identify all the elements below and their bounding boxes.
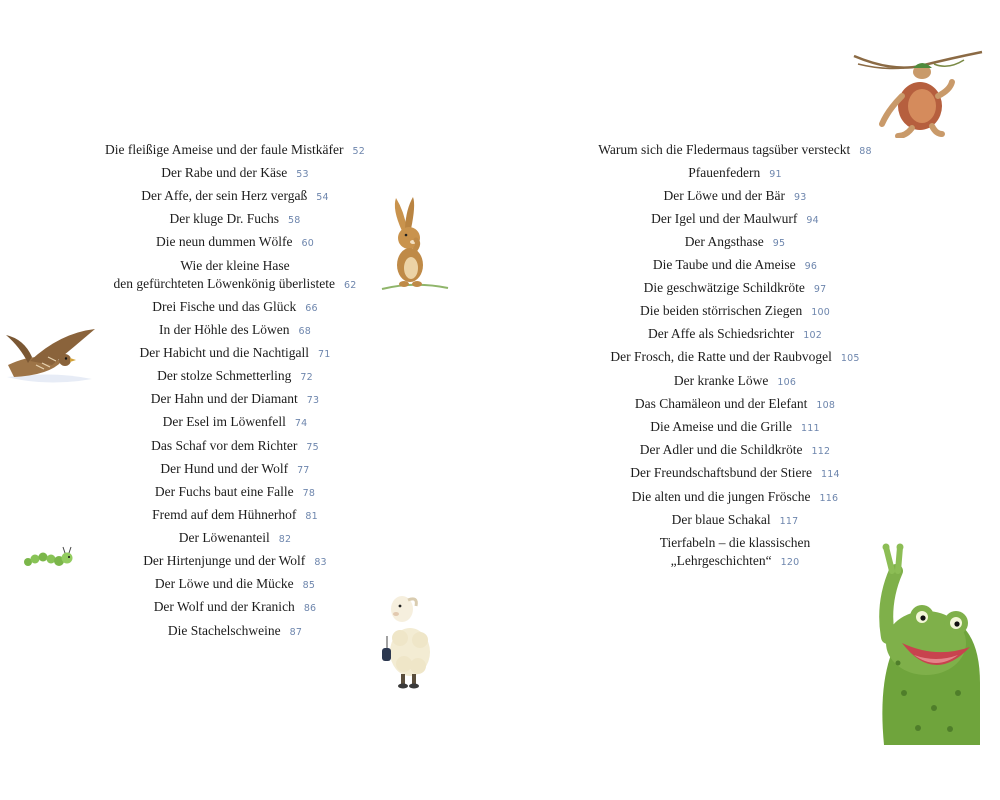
toc-entry[interactable] [500,325,970,345]
toc-entry-title: Der Rabe und der Käse [161,165,288,180]
toc-page-number: 112 [811,446,831,457]
toc-entry[interactable] [0,390,470,410]
toc-page-number: 91 [769,169,782,180]
toc-page-number: 117 [779,516,799,527]
toc-entry[interactable] [500,511,970,531]
turtle-illustration [852,50,984,138]
toc-entry-title: Der Angsthase [684,234,764,249]
toc-entry-title-line2: den gefürchteten Löwenkönig überlistete [113,276,336,291]
toc-entry-title: In der Höhle des Löwen [159,322,290,337]
toc-entry-title: Das Schaf vor dem Richter [151,438,298,453]
toc-entry[interactable] [500,164,970,184]
toc-page-number: 96 [804,261,818,272]
toc-page-number: 54 [316,192,329,203]
toc-entry-title: Der Frosch, die Ratte und der Raubvogel [610,349,832,364]
toc-entry[interactable] [500,372,970,392]
toc-entry[interactable] [500,348,970,368]
toc-entry[interactable] [0,506,470,526]
toc-entry[interactable] [500,141,970,161]
toc-entry-title: Pfauenfedern [688,165,761,180]
toc-entry-title: Die geschwätzige Schildkröte [643,280,805,295]
toc-page-number: 102 [803,330,823,341]
toc-entry-title: Der Esel im Löwenfell [162,414,286,429]
toc-entry-title: Der Adler und die Schildkröte [639,442,803,457]
toc-entry-title: Die Stachelschweine [167,623,281,638]
toc-page-number: 88 [859,146,872,157]
toc-entry[interactable] [500,302,970,322]
toc-page-number: 66 [305,303,318,314]
toc-page-number: 100 [811,307,831,318]
toc-entry[interactable] [0,437,470,457]
toc-page-number: 58 [287,215,301,226]
toc-entry-title: Der Löwe und die Mücke [154,576,294,591]
toc-page-number: 114 [821,469,840,480]
toc-entry-title: Der Hahn und der Diamant [150,391,298,406]
toc-page-number: 73 [306,395,320,406]
toc-page-number: 81 [305,511,318,522]
toc-entry-title: Der Löwenanteil [178,530,270,545]
toc-page-number: 87 [289,627,303,638]
toc-entry-title-line2: „Lehrgeschichten“ [670,553,772,568]
toc-entry-title: Das Chamäleon und der Elefant [634,396,808,411]
toc-entry-title: Fremd auf dem Hühnerhof [152,507,297,522]
toc-entry[interactable] [0,164,470,184]
toc-page-number: 82 [278,534,292,545]
sheep-illustration [378,592,440,692]
toc-entry-title-line1: Wie der kleine Hase [180,258,290,273]
frog-illustration [874,543,980,745]
toc-entry[interactable] [0,141,470,161]
hare-illustration [378,195,450,295]
toc-entry-title: Der stolze Schmetterling [157,368,292,383]
toc-page-number: 106 [777,377,797,388]
toc-entry[interactable] [0,413,470,433]
toc-page-number: 93 [793,192,807,203]
toc-page-number: 53 [296,169,309,180]
toc-entry-title: Der Habicht und die Nachtigall [139,345,309,360]
toc-page-number: 77 [297,465,310,476]
toc-page-number: 86 [303,603,317,614]
toc-entry-title: Der kluge Dr. Fuchs [169,211,279,226]
toc-page-number: 60 [301,238,315,249]
toc-entry-title: Die Taube und die Ameise [652,257,796,272]
toc-entry[interactable] [500,395,970,415]
toc-entry-title: Der Affe als Schiedsrichter [647,326,795,341]
toc-entry-title: Der kranke Löwe [673,373,769,388]
toc-entry-title: Der blaue Schakal [671,512,771,527]
caterpillar-illustration [22,545,74,569]
toc-entry-title: Die fleißige Ameise und der faule Mistkäfer [105,142,344,157]
hawk-illustration [2,325,97,387]
toc-entry[interactable] [500,233,970,253]
toc-page-number: 85 [302,580,316,591]
toc-entry-title: Die neun dummen Wölfe [155,234,293,249]
toc-page-number: 71 [317,349,331,360]
toc-page-number: 116 [819,493,839,504]
toc-entry[interactable] [500,488,970,508]
toc-entry-title: Warum sich die Fledermaus tagsüber versteckt [598,142,851,157]
toc-entry-title: Der Freundschaftsbund der Stiere [630,465,813,480]
toc-page-number: 74 [294,418,308,429]
toc-page-number: 120 [780,557,800,568]
toc-page-number: 83 [314,557,327,568]
toc-page-number: 97 [813,284,827,295]
toc-entry-title: Drei Fische und das Glück [152,299,297,314]
toc-entry-title: Der Igel und der Maulwurf [651,211,798,226]
toc-entry[interactable] [500,279,970,299]
toc-page-number: 108 [816,400,836,411]
toc-page-number: 75 [306,442,319,453]
toc-entry[interactable] [0,298,470,318]
toc-entry-title: Die beiden störrischen Ziegen [639,303,803,318]
toc-page-number: 52 [352,146,365,157]
toc-page-number: 78 [302,488,316,499]
toc-entry[interactable] [500,464,970,484]
toc-entry-title: Der Löwe und der Bär [663,188,785,203]
toc-entry-title: Der Wolf und der Kranich [153,599,295,614]
toc-page-number: 72 [300,372,313,383]
toc-page-number: 111 [800,423,820,434]
toc-entry-title: Der Hirtenjunge und der Wolf [143,553,306,568]
toc-entry[interactable] [500,210,970,230]
toc-page-number: 62 [344,280,357,291]
toc-entry[interactable] [500,418,970,438]
toc-page-number: 68 [298,326,311,337]
toc-entry-title: Der Hund und der Wolf [160,461,289,476]
toc-entry-title-line1: Tierfabeln – die klassischen [659,535,811,550]
toc-page-number: 95 [772,238,786,249]
toc-entry[interactable] [500,187,970,207]
toc-entry[interactable] [500,256,970,276]
toc-entry[interactable] [0,460,470,480]
toc-entry-title: Die alten und die jungen Frösche [631,489,811,504]
toc-entry[interactable] [0,483,470,503]
toc-entry-title: Die Ameise und die Grille [650,419,792,434]
toc-entry-title: Der Fuchs baut eine Falle [154,484,294,499]
toc-entry-title: Der Affe, der sein Herz vergaß [141,188,308,203]
toc-page-number: 94 [806,215,819,226]
toc-entry[interactable] [500,441,970,461]
toc-page-number: 105 [840,353,860,364]
